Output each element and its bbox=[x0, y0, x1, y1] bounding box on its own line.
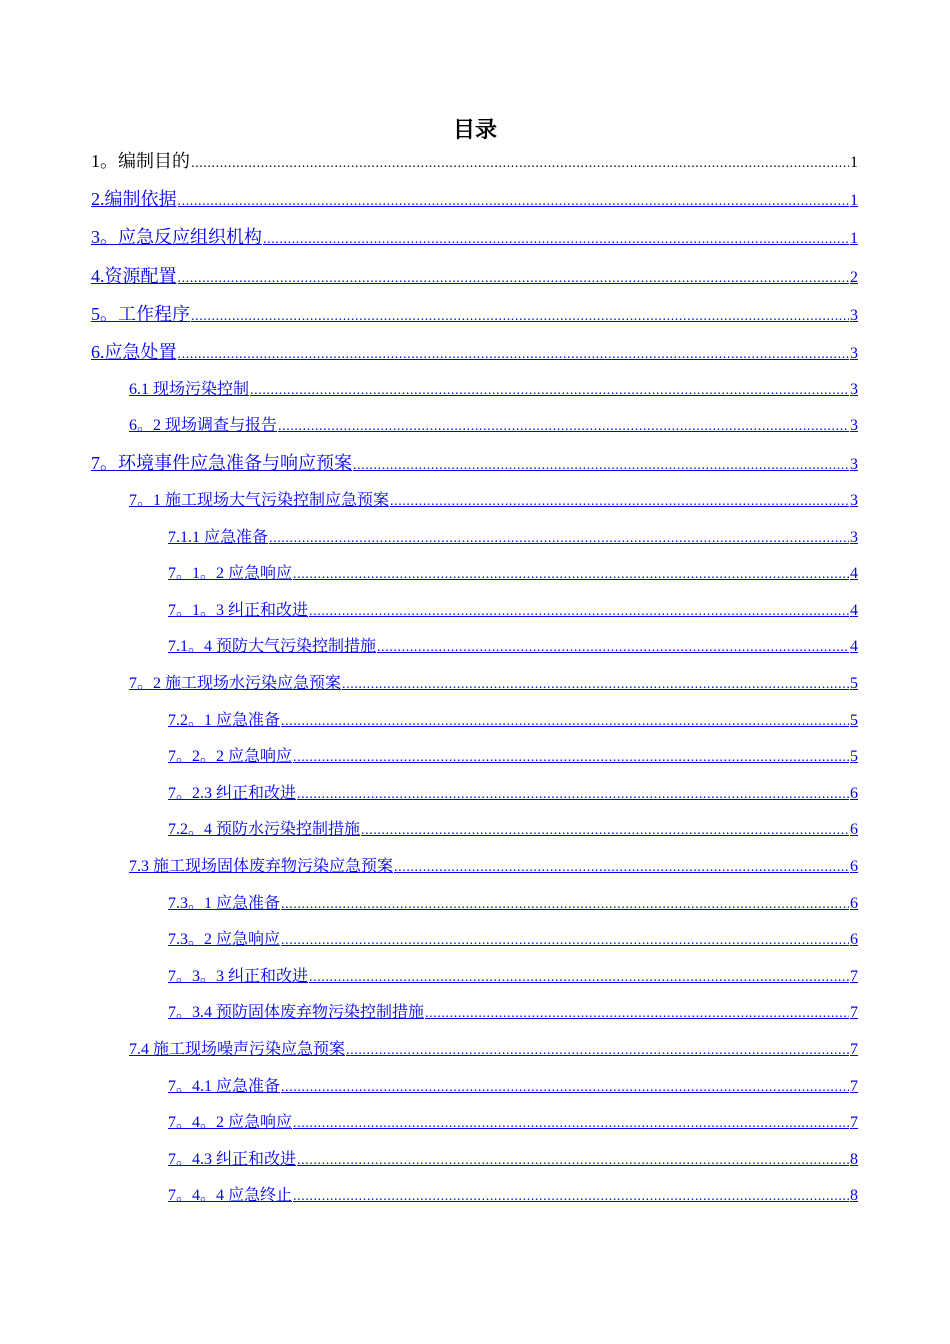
toc-entry-7-3-3[interactable] bbox=[168, 964, 858, 990]
toc-page-number: 2 bbox=[850, 269, 858, 286]
toc-entry-label: 3。应急反应组织机构 bbox=[91, 227, 262, 247]
toc-entry-7-1-1[interactable] bbox=[168, 525, 858, 551]
dot-leader bbox=[281, 928, 849, 953]
toc-entry-7-2-3[interactable] bbox=[168, 781, 858, 807]
toc-page-number: 3 bbox=[850, 345, 858, 362]
dot-leader bbox=[281, 1075, 849, 1100]
toc-entry-6-2[interactable] bbox=[129, 413, 858, 439]
toc-entry-7-1-3[interactable] bbox=[168, 598, 858, 624]
toc-entry-7-2-4[interactable] bbox=[168, 817, 858, 843]
dot-leader bbox=[278, 414, 849, 439]
toc-page-number: 7 bbox=[850, 968, 858, 985]
dot-leader bbox=[293, 745, 849, 770]
toc-page-number: 6 bbox=[850, 895, 858, 912]
toc-entry-7[interactable] bbox=[91, 449, 858, 477]
toc-page-number: 1 bbox=[850, 154, 858, 171]
toc-title: 目录 bbox=[452, 118, 497, 143]
dot-leader bbox=[394, 855, 849, 880]
dot-leader bbox=[346, 1038, 849, 1063]
toc-entry-label: 7。2.3 纠正和改进 bbox=[168, 785, 297, 802]
toc-entry-label: 6。2 现场调查与报告 bbox=[129, 417, 278, 434]
toc-entry-label: 7。3.4 预防固体废弃物污染控制措施 bbox=[168, 1004, 425, 1021]
dot-leader bbox=[281, 892, 849, 917]
toc-entry-label: 1。编制目的 bbox=[91, 151, 190, 171]
toc-entry-6[interactable] bbox=[91, 338, 858, 366]
toc-page-number: 5 bbox=[850, 675, 858, 692]
toc-page-number: 3 bbox=[850, 381, 858, 398]
toc-page-number: 6 bbox=[850, 821, 858, 838]
toc-entry-label: 4.资源配置 bbox=[91, 266, 177, 286]
toc-entry-label: 7。环境事件应急准备与响应预案 bbox=[91, 453, 352, 473]
toc-page-number: 7 bbox=[850, 1041, 858, 1058]
toc-page-number: 1 bbox=[850, 192, 858, 209]
toc-page-number: 3 bbox=[850, 417, 858, 434]
dot-leader bbox=[178, 341, 850, 366]
toc-entry-label: 2.编制依据 bbox=[91, 189, 177, 209]
dot-leader bbox=[297, 782, 849, 807]
toc-page-number: 7 bbox=[850, 1114, 858, 1131]
toc-entry-7-2-1[interactable] bbox=[168, 708, 858, 734]
toc-page-number: 3 bbox=[850, 456, 858, 473]
toc-entry-label: 7。4.3 纠正和改进 bbox=[168, 1151, 297, 1168]
toc-entry-3[interactable] bbox=[91, 223, 858, 251]
dot-leader bbox=[361, 818, 849, 843]
toc-page-number: 8 bbox=[850, 1151, 858, 1168]
dot-leader bbox=[293, 1111, 849, 1136]
toc-entry-label: 7。2。2 应急响应 bbox=[168, 748, 293, 765]
toc-page-number: 3 bbox=[850, 307, 858, 324]
dot-leader bbox=[281, 709, 849, 734]
toc-entry-label: 7.3 施工现场固体废弃物污染应急预案 bbox=[129, 858, 394, 875]
toc-entry-7-3-2[interactable] bbox=[168, 927, 858, 953]
toc-entry-5[interactable] bbox=[91, 300, 858, 328]
toc-entry-label: 7。4。4 应急终止 bbox=[168, 1187, 293, 1204]
toc-entry-label: 6.应急处置 bbox=[91, 342, 177, 362]
toc-entry-7-1-4[interactable] bbox=[168, 634, 858, 660]
toc-entry-label: 7.4 施工现场噪声污染应急预案 bbox=[129, 1041, 346, 1058]
toc-page-number: 7 bbox=[850, 1004, 858, 1021]
toc-entry-label: 7。1。3 纠正和改进 bbox=[168, 602, 309, 619]
toc-entry-7-1[interactable] bbox=[129, 488, 858, 514]
toc-entry-label: 7.1.1 应急准备 bbox=[168, 529, 269, 546]
dot-leader bbox=[178, 188, 850, 213]
dot-leader bbox=[377, 635, 849, 660]
toc-entry-7-4[interactable] bbox=[129, 1037, 858, 1063]
toc-entry-4[interactable] bbox=[91, 262, 858, 290]
toc-entry-label: 7.1。4 预防大气污染控制措施 bbox=[168, 638, 377, 655]
toc-page-number: 3 bbox=[850, 529, 858, 546]
toc-page-number: 6 bbox=[850, 931, 858, 948]
dot-leader bbox=[191, 150, 849, 175]
toc-entry-label: 5。工作程序 bbox=[91, 304, 190, 324]
toc-entry-7-2[interactable] bbox=[129, 671, 858, 697]
toc-entry-7-4-1[interactable] bbox=[168, 1074, 858, 1100]
toc-page-number: 6 bbox=[850, 858, 858, 875]
toc-page-number: 3 bbox=[850, 492, 858, 509]
toc-page-number: 6 bbox=[850, 785, 858, 802]
toc-entry-label: 7.2。4 预防水污染控制措施 bbox=[168, 821, 361, 838]
toc-entry-label: 7。3。3 纠正和改进 bbox=[168, 968, 309, 985]
toc-entry-7-3-4[interactable] bbox=[168, 1000, 858, 1026]
dot-leader bbox=[390, 489, 849, 514]
toc-entry-label: 7。4。2 应急响应 bbox=[168, 1114, 293, 1131]
dot-leader bbox=[178, 265, 850, 290]
toc-entry-1[interactable] bbox=[91, 147, 858, 175]
toc-entry-7-4-4[interactable] bbox=[168, 1183, 858, 1209]
dot-leader bbox=[191, 303, 849, 328]
toc-entry-label: 7。4.1 应急准备 bbox=[168, 1078, 281, 1095]
toc-entry-label: 7.3。2 应急响应 bbox=[168, 931, 281, 948]
toc-entry-2[interactable] bbox=[91, 185, 858, 213]
dot-leader bbox=[342, 672, 849, 697]
toc-page-number: 5 bbox=[850, 712, 858, 729]
dot-leader bbox=[263, 226, 849, 251]
toc-entry-7-3-1[interactable] bbox=[168, 891, 858, 917]
dot-leader bbox=[250, 378, 849, 403]
dot-leader bbox=[297, 1148, 849, 1173]
dot-leader bbox=[293, 1184, 849, 1209]
toc-page-number: 8 bbox=[850, 1187, 858, 1204]
toc-entry-label: 7。1。2 应急响应 bbox=[168, 565, 293, 582]
toc-entry-label: 7。2 施工现场水污染应急预案 bbox=[129, 675, 342, 692]
toc-page-number: 1 bbox=[850, 230, 858, 247]
dot-leader bbox=[425, 1001, 849, 1026]
toc-entry-7-1-2[interactable] bbox=[168, 561, 858, 587]
toc-entry-7-2-2[interactable] bbox=[168, 744, 858, 770]
toc-page-number: 4 bbox=[850, 602, 858, 619]
dot-leader bbox=[309, 965, 849, 990]
dot-leader bbox=[293, 562, 849, 587]
dot-leader bbox=[269, 526, 849, 551]
toc-entry-7-4-2[interactable] bbox=[168, 1110, 858, 1136]
toc-entry-6-1[interactable] bbox=[129, 377, 858, 403]
toc-page-number: 7 bbox=[850, 1078, 858, 1095]
dot-leader bbox=[309, 599, 849, 624]
toc-page-number: 4 bbox=[850, 565, 858, 582]
toc-entry-7-4-3[interactable] bbox=[168, 1147, 858, 1173]
dot-leader bbox=[353, 452, 849, 477]
toc-entry-label: 7。1 施工现场大气污染控制应急预案 bbox=[129, 492, 390, 509]
toc-entry-7-3[interactable] bbox=[129, 854, 858, 880]
toc-page-number: 4 bbox=[850, 638, 858, 655]
toc-entry-label: 6.1 现场污染控制 bbox=[129, 381, 250, 398]
toc-page-number: 5 bbox=[850, 748, 858, 765]
toc-entry-label: 7.3。1 应急准备 bbox=[168, 895, 281, 912]
toc-entry-label: 7.2。1 应急准备 bbox=[168, 712, 281, 729]
